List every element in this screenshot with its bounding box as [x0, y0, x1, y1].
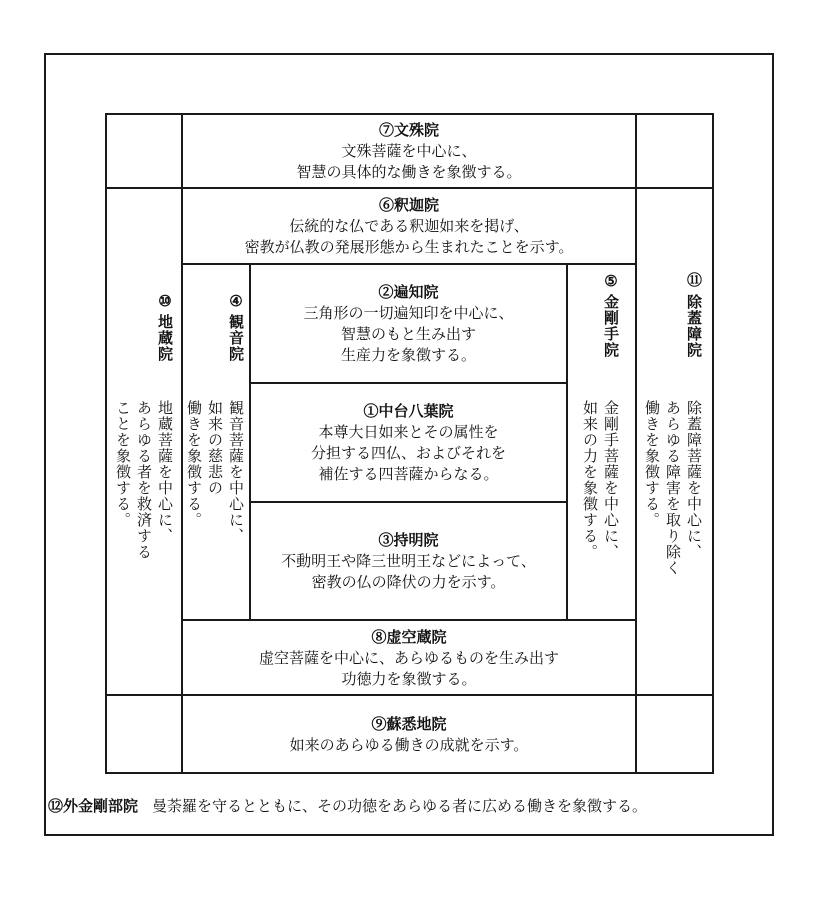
section-2-title: ②遍知院 — [378, 283, 439, 301]
section-2-henchi — [251, 265, 566, 382]
section-6-title: ⑥釈迦院 — [378, 196, 439, 214]
section-5-number: ⑤ — [602, 272, 620, 291]
section-11-number: ⑪ — [685, 272, 703, 288]
box-left — [105, 113, 107, 774]
section-5-col-2: 如来の力を象徴する。 — [581, 400, 599, 560]
section-3-jimyo — [251, 503, 566, 619]
section-9-title: ⑨蘇悉地院 — [371, 714, 447, 733]
section-7-title: ⑦文殊院 — [378, 121, 439, 139]
section-6-line-2: 密教が仏教の発展形態から生まれたことを示す。 — [244, 238, 574, 256]
inner-right-line — [635, 113, 637, 774]
section-4-col-3: 働きを象徴する。 — [185, 400, 203, 528]
footer-gekongobu — [48, 790, 788, 820]
section-5-title: 金剛手院 — [602, 294, 620, 358]
section-8-title: ⑧虚空蔵院 — [371, 627, 447, 646]
section-6-shaka — [183, 189, 635, 263]
section-7-monju — [183, 115, 635, 187]
section-11-col-3: 働きを象徴する。 — [643, 400, 661, 528]
section-9-soshitsuji — [183, 696, 635, 772]
section-1-line-1: 本尊大日如来とその属性を — [318, 423, 499, 441]
footer-text: 曼荼羅を守るとともに、その功徳をあらゆる者に広める働きを象徴する。 — [152, 796, 648, 815]
outer-frame-bottom — [44, 834, 774, 836]
section-3-line-1: 不動明王や降三世明王などによって、 — [281, 552, 536, 570]
section-1-line-2: 分担する四仏、およびそれを — [310, 444, 506, 462]
section-4-col-1: 観音菩薩を中心に、 — [227, 400, 245, 544]
section-10-col-1: 地蔵菩薩を中心に、 — [156, 400, 174, 544]
section-1-title: ①中台八葉院 — [363, 402, 454, 420]
section-9-line-1: 如来のあらゆる働きの成就を示す。 — [289, 735, 529, 754]
section-10-title: 地蔵院 — [156, 314, 174, 362]
box-bottom — [105, 772, 714, 774]
section-11-col-2: あらゆる障害を取り除く — [664, 400, 682, 576]
outer-frame-left — [44, 53, 46, 836]
section-2-line-1: 三角形の一切遍知印を中心に、 — [303, 304, 514, 322]
section-11-title: 除蓋障院 — [685, 294, 703, 358]
section-2-line-2: 智慧のもと生み出す — [340, 325, 476, 343]
box-right — [712, 113, 714, 774]
section-8-kokuzo — [183, 621, 635, 694]
section-4-col-2: 如来の慈悲の — [206, 400, 224, 496]
section-7-line-2: 智慧の具体的な働きを象徴する。 — [296, 163, 522, 181]
section-4-title: 観音院 — [227, 314, 245, 362]
section-4-number: ④ — [227, 292, 245, 311]
section-3-line-2: 密教の仏の降伏の力を示す。 — [311, 573, 506, 591]
section-8-line-1: 虚空菩薩を中心に、あらゆるものを生み出す — [258, 648, 559, 667]
footer-title: ⑫外金剛部院 — [48, 796, 139, 815]
outer-frame-top — [44, 53, 774, 55]
section-10-col-2: あらゆる者を救済する — [135, 400, 153, 560]
center-right-line — [566, 263, 568, 621]
section-8-line-2: 功徳力を象徴する。 — [341, 669, 477, 688]
section-1-chudai-hachiyo — [251, 384, 566, 501]
section-2-line-3: 生産力を象徴する。 — [340, 346, 476, 364]
section-10-col-3: ことを象徴する。 — [114, 400, 132, 528]
section-10-number: ⑩ — [156, 292, 174, 311]
section-7-line-1: 文殊菩薩を中心に、 — [341, 142, 477, 160]
section-3-title: ③持明院 — [378, 531, 439, 549]
section-5-col-1: 金剛手菩薩を中心に、 — [602, 400, 620, 560]
section-11-col-1: 除蓋障菩薩を中心に、 — [685, 400, 703, 560]
section-1-line-3: 補佐する四菩薩からなる。 — [318, 465, 499, 483]
outer-frame-right — [772, 53, 774, 836]
section-6-line-1: 伝統的な仏である釈迦如来を掲げ、 — [289, 217, 529, 235]
